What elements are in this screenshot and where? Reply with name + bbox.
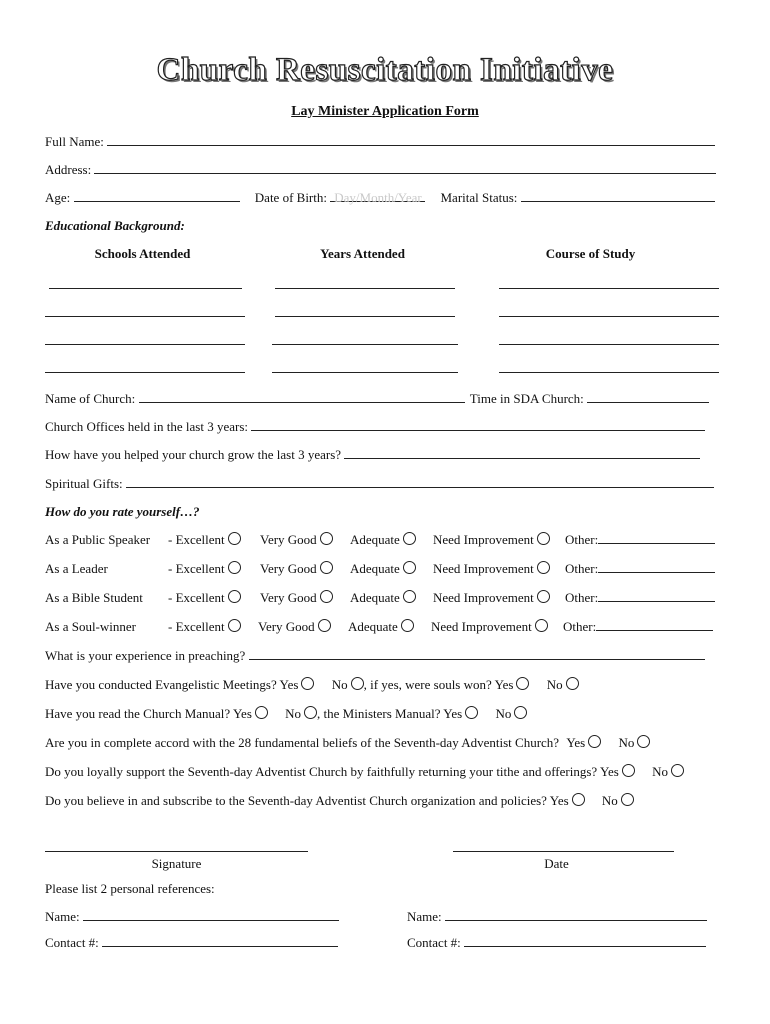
rating-option-adequate bbox=[348, 619, 414, 635]
course-line-4[interactable] bbox=[499, 372, 719, 373]
helped-field[interactable] bbox=[344, 447, 700, 459]
full-name-row bbox=[45, 134, 715, 150]
ministers-manual-yes-label: Yes bbox=[443, 706, 463, 721]
preaching-row bbox=[45, 648, 705, 664]
church-manual-label: Have you read the Church Manual? bbox=[45, 706, 231, 721]
rating-option-label: Need Improvement bbox=[431, 619, 532, 634]
full-name-field[interactable] bbox=[107, 134, 715, 146]
rating-option-excellent bbox=[168, 532, 241, 548]
reference-2-name-label: Name: bbox=[407, 909, 442, 924]
rating-row-label: As a Soul-winner bbox=[45, 619, 136, 634]
souls-yes-radio[interactable] bbox=[516, 677, 529, 690]
rating-option-need-improvement bbox=[431, 619, 548, 635]
rating-option-label: Need Improvement bbox=[433, 590, 534, 605]
school-line-1[interactable] bbox=[49, 288, 242, 289]
beliefs-label: Are you in complete accord with the 28 fundamental beliefs of the Seventh-day Adventist Church? bbox=[45, 735, 560, 750]
age-field[interactable] bbox=[74, 190, 240, 202]
manual-row bbox=[45, 706, 527, 722]
ministers-manual-no-radio[interactable] bbox=[514, 706, 527, 719]
rating-option-label: Need Improvement bbox=[433, 561, 534, 576]
signature-field[interactable] bbox=[45, 851, 308, 852]
tithe-row bbox=[45, 764, 684, 780]
rating-option-label: Adequate bbox=[350, 590, 400, 605]
rating-other-field[interactable] bbox=[598, 590, 715, 602]
rating-radio-adequate[interactable] bbox=[403, 561, 416, 574]
reference-2-contact-row bbox=[407, 935, 706, 951]
reference-1-contact-label: Contact #: bbox=[45, 935, 99, 950]
policies-no-label: No bbox=[601, 793, 618, 808]
policies-yes-label: Yes bbox=[549, 793, 569, 808]
rating-option-need-improvement bbox=[433, 590, 550, 606]
years-line-4[interactable] bbox=[272, 372, 458, 373]
rating-row-label: As a Leader bbox=[45, 561, 108, 576]
helped-label: How have you helped your church grow the last 3 years? bbox=[45, 447, 342, 462]
preaching-label: What is your experience in preaching? bbox=[45, 648, 246, 663]
rating-option-label: Need Improvement bbox=[433, 532, 534, 547]
rating-radio-need-improvement[interactable] bbox=[537, 532, 550, 545]
rating-other-field[interactable] bbox=[596, 619, 713, 631]
rating-option-other bbox=[565, 561, 715, 577]
rating-radio-excellent[interactable] bbox=[228, 532, 241, 545]
rating-radio-adequate[interactable] bbox=[401, 619, 414, 632]
reference-2-contact-field[interactable] bbox=[464, 935, 706, 947]
rating-option-label: Other: bbox=[565, 590, 599, 605]
offices-row bbox=[45, 419, 705, 435]
reference-2-contact-label: Contact #: bbox=[407, 935, 461, 950]
gifts-row bbox=[45, 476, 714, 492]
tithe-label: Do you loyally support the Seventh-day Adventist Church by faithfully returning your tithe and offerings? bbox=[45, 764, 598, 779]
col-schools: Schools Attended bbox=[94, 246, 191, 261]
evangelistic-row bbox=[45, 677, 579, 693]
rating-option-very-good bbox=[260, 532, 333, 548]
souls-no-radio[interactable] bbox=[566, 677, 579, 690]
dob-placeholder: Day/Month/Year bbox=[334, 190, 422, 205]
policies-label: Do you believe in and subscribe to the Seventh-day Adventist Church organization and policies? bbox=[45, 793, 547, 808]
souls-no-label: No bbox=[546, 677, 563, 692]
col-course: Course of Study bbox=[545, 246, 636, 261]
evangelistic-yes-label: Yes bbox=[279, 677, 299, 692]
rating-option-other bbox=[565, 532, 715, 548]
church-name-label: Name of Church: bbox=[45, 391, 136, 406]
rating-radio-adequate[interactable] bbox=[403, 590, 416, 603]
rating-option-adequate bbox=[350, 532, 416, 548]
rating-option-other bbox=[565, 590, 715, 606]
souls-won-label: , if yes, were souls won? bbox=[363, 677, 492, 692]
course-line-2[interactable] bbox=[499, 316, 719, 317]
address-label: Address: bbox=[45, 162, 92, 177]
rating-radio-very-good[interactable] bbox=[320, 590, 333, 603]
rating-option-label: - Excellent bbox=[168, 532, 225, 547]
dob-label: Date of Birth: bbox=[254, 190, 327, 205]
beliefs-no-radio[interactable] bbox=[637, 735, 650, 748]
signature-label: Signature bbox=[151, 856, 202, 871]
rating-option-label: Other: bbox=[565, 532, 599, 547]
reference-1-name-field[interactable] bbox=[83, 909, 339, 921]
beliefs-row bbox=[45, 735, 650, 751]
school-line-2[interactable] bbox=[45, 316, 245, 317]
full-name-label: Full Name: bbox=[45, 134, 104, 149]
tithe-yes-label: Yes bbox=[599, 764, 619, 779]
church-manual-no-radio[interactable] bbox=[304, 706, 317, 719]
rating-option-label: Other: bbox=[563, 619, 597, 634]
rating-option-very-good bbox=[260, 561, 333, 577]
rating-option-adequate bbox=[350, 590, 416, 606]
church-manual-yes-radio[interactable] bbox=[255, 706, 268, 719]
preaching-field[interactable] bbox=[249, 648, 705, 660]
policies-row bbox=[45, 793, 634, 809]
rating-option-label: - Excellent bbox=[168, 561, 225, 576]
course-line-3[interactable] bbox=[499, 344, 719, 345]
gifts-label: Spiritual Gifts: bbox=[45, 476, 123, 491]
evangelistic-yes-radio[interactable] bbox=[301, 677, 314, 690]
rating-option-label: Very Good bbox=[260, 590, 317, 605]
ministers-manual-no-label: No bbox=[495, 706, 512, 721]
rating-option-need-improvement bbox=[433, 532, 550, 548]
souls-yes-label: Yes bbox=[494, 677, 514, 692]
helped-row bbox=[45, 447, 700, 463]
time-in-sda-label: Time in SDA Church: bbox=[469, 391, 584, 406]
church-manual-no-label: No bbox=[285, 706, 302, 721]
reference-1-contact-field[interactable] bbox=[102, 935, 338, 947]
rating-option-label: Adequate bbox=[350, 532, 400, 547]
rating-heading: How do you rate yourself…? bbox=[45, 504, 200, 519]
years-line-1[interactable] bbox=[275, 288, 455, 289]
school-line-4[interactable] bbox=[45, 372, 245, 373]
rating-radio-excellent[interactable] bbox=[228, 619, 241, 632]
evangelistic-label: Have you conducted Evangelistic Meetings? bbox=[45, 677, 277, 692]
rating-radio-very-good[interactable] bbox=[318, 619, 331, 632]
rating-option-label: Adequate bbox=[348, 619, 398, 634]
address-row bbox=[45, 162, 716, 178]
years-line-2[interactable] bbox=[275, 316, 455, 317]
marital-label: Marital Status: bbox=[440, 190, 518, 205]
tithe-yes-radio[interactable] bbox=[622, 764, 635, 777]
church-name-row bbox=[45, 391, 709, 407]
years-line-3[interactable] bbox=[272, 344, 458, 345]
rating-other-field[interactable] bbox=[598, 561, 715, 573]
education-heading: Educational Background: bbox=[45, 218, 185, 233]
offices-label: Church Offices held in the last 3 years: bbox=[45, 419, 249, 434]
rating-option-excellent bbox=[168, 590, 241, 606]
col-years: Years Attended bbox=[320, 246, 405, 261]
beliefs-yes-label: Yes bbox=[566, 735, 586, 750]
marital-field[interactable] bbox=[521, 190, 715, 202]
ministers-manual-yes-radio[interactable] bbox=[465, 706, 478, 719]
rating-radio-need-improvement[interactable] bbox=[537, 590, 550, 603]
age-label: Age: bbox=[45, 190, 71, 205]
rating-radio-need-improvement[interactable] bbox=[535, 619, 548, 632]
evangelistic-no-label: No bbox=[331, 677, 348, 692]
rating-option-excellent bbox=[168, 619, 241, 635]
rating-option-label: Adequate bbox=[350, 561, 400, 576]
rating-option-adequate bbox=[350, 561, 416, 577]
rating-option-need-improvement bbox=[433, 561, 550, 577]
rating-radio-very-good[interactable] bbox=[320, 532, 333, 545]
form-title: Church Resuscitation Initiative bbox=[156, 52, 614, 88]
rating-other-field[interactable] bbox=[598, 532, 715, 544]
time-in-sda-field[interactable] bbox=[587, 391, 709, 403]
school-line-3[interactable] bbox=[45, 344, 245, 345]
rating-option-very-good bbox=[258, 619, 331, 635]
beliefs-no-label: No bbox=[618, 735, 635, 750]
reference-1-name-row bbox=[45, 909, 339, 925]
course-line-1[interactable] bbox=[499, 288, 719, 289]
form-subtitle: Lay Minister Application Form bbox=[291, 104, 479, 119]
policies-no-radio[interactable] bbox=[621, 793, 634, 806]
church-manual-yes-label: Yes bbox=[232, 706, 252, 721]
beliefs-yes-radio[interactable] bbox=[588, 735, 601, 748]
policies-yes-radio[interactable] bbox=[572, 793, 585, 806]
tithe-no-radio[interactable] bbox=[671, 764, 684, 777]
tithe-no-label: No bbox=[652, 764, 669, 779]
ministers-manual-label: , the Ministers Manual? bbox=[317, 706, 441, 721]
rating-radio-need-improvement[interactable] bbox=[537, 561, 550, 574]
reference-2-name-row bbox=[407, 909, 707, 925]
church-name-field[interactable] bbox=[139, 391, 465, 403]
gifts-field[interactable] bbox=[126, 476, 714, 488]
references-heading: Please list 2 personal references: bbox=[45, 881, 215, 896]
rating-row-label: As a Public Speaker bbox=[45, 532, 151, 547]
rating-option-label: Very Good bbox=[260, 561, 317, 576]
rating-radio-adequate[interactable] bbox=[403, 532, 416, 545]
rating-row-label: As a Bible Student bbox=[45, 590, 143, 605]
rating-option-label: Very Good bbox=[260, 532, 317, 547]
rating-option-label: - Excellent bbox=[168, 590, 225, 605]
date-label: Date bbox=[544, 856, 569, 871]
rating-option-label: Other: bbox=[565, 561, 599, 576]
offices-field[interactable] bbox=[251, 419, 705, 431]
address-field[interactable] bbox=[94, 162, 716, 174]
rating-radio-excellent[interactable] bbox=[228, 590, 241, 603]
rating-option-label: Very Good bbox=[258, 619, 315, 634]
dob-field[interactable] bbox=[330, 190, 425, 206]
reference-1-contact-row bbox=[45, 935, 338, 951]
rating-option-very-good bbox=[260, 590, 333, 606]
reference-1-name-label: Name: bbox=[45, 909, 80, 924]
reference-2-name-field[interactable] bbox=[445, 909, 707, 921]
rating-radio-very-good[interactable] bbox=[320, 561, 333, 574]
evangelistic-no-radio[interactable] bbox=[351, 677, 364, 690]
rating-option-excellent bbox=[168, 561, 241, 577]
date-field[interactable] bbox=[453, 851, 674, 852]
rating-radio-excellent[interactable] bbox=[228, 561, 241, 574]
rating-option-label: - Excellent bbox=[168, 619, 225, 634]
rating-option-other bbox=[563, 619, 713, 635]
age-dob-marital-row bbox=[45, 190, 715, 206]
